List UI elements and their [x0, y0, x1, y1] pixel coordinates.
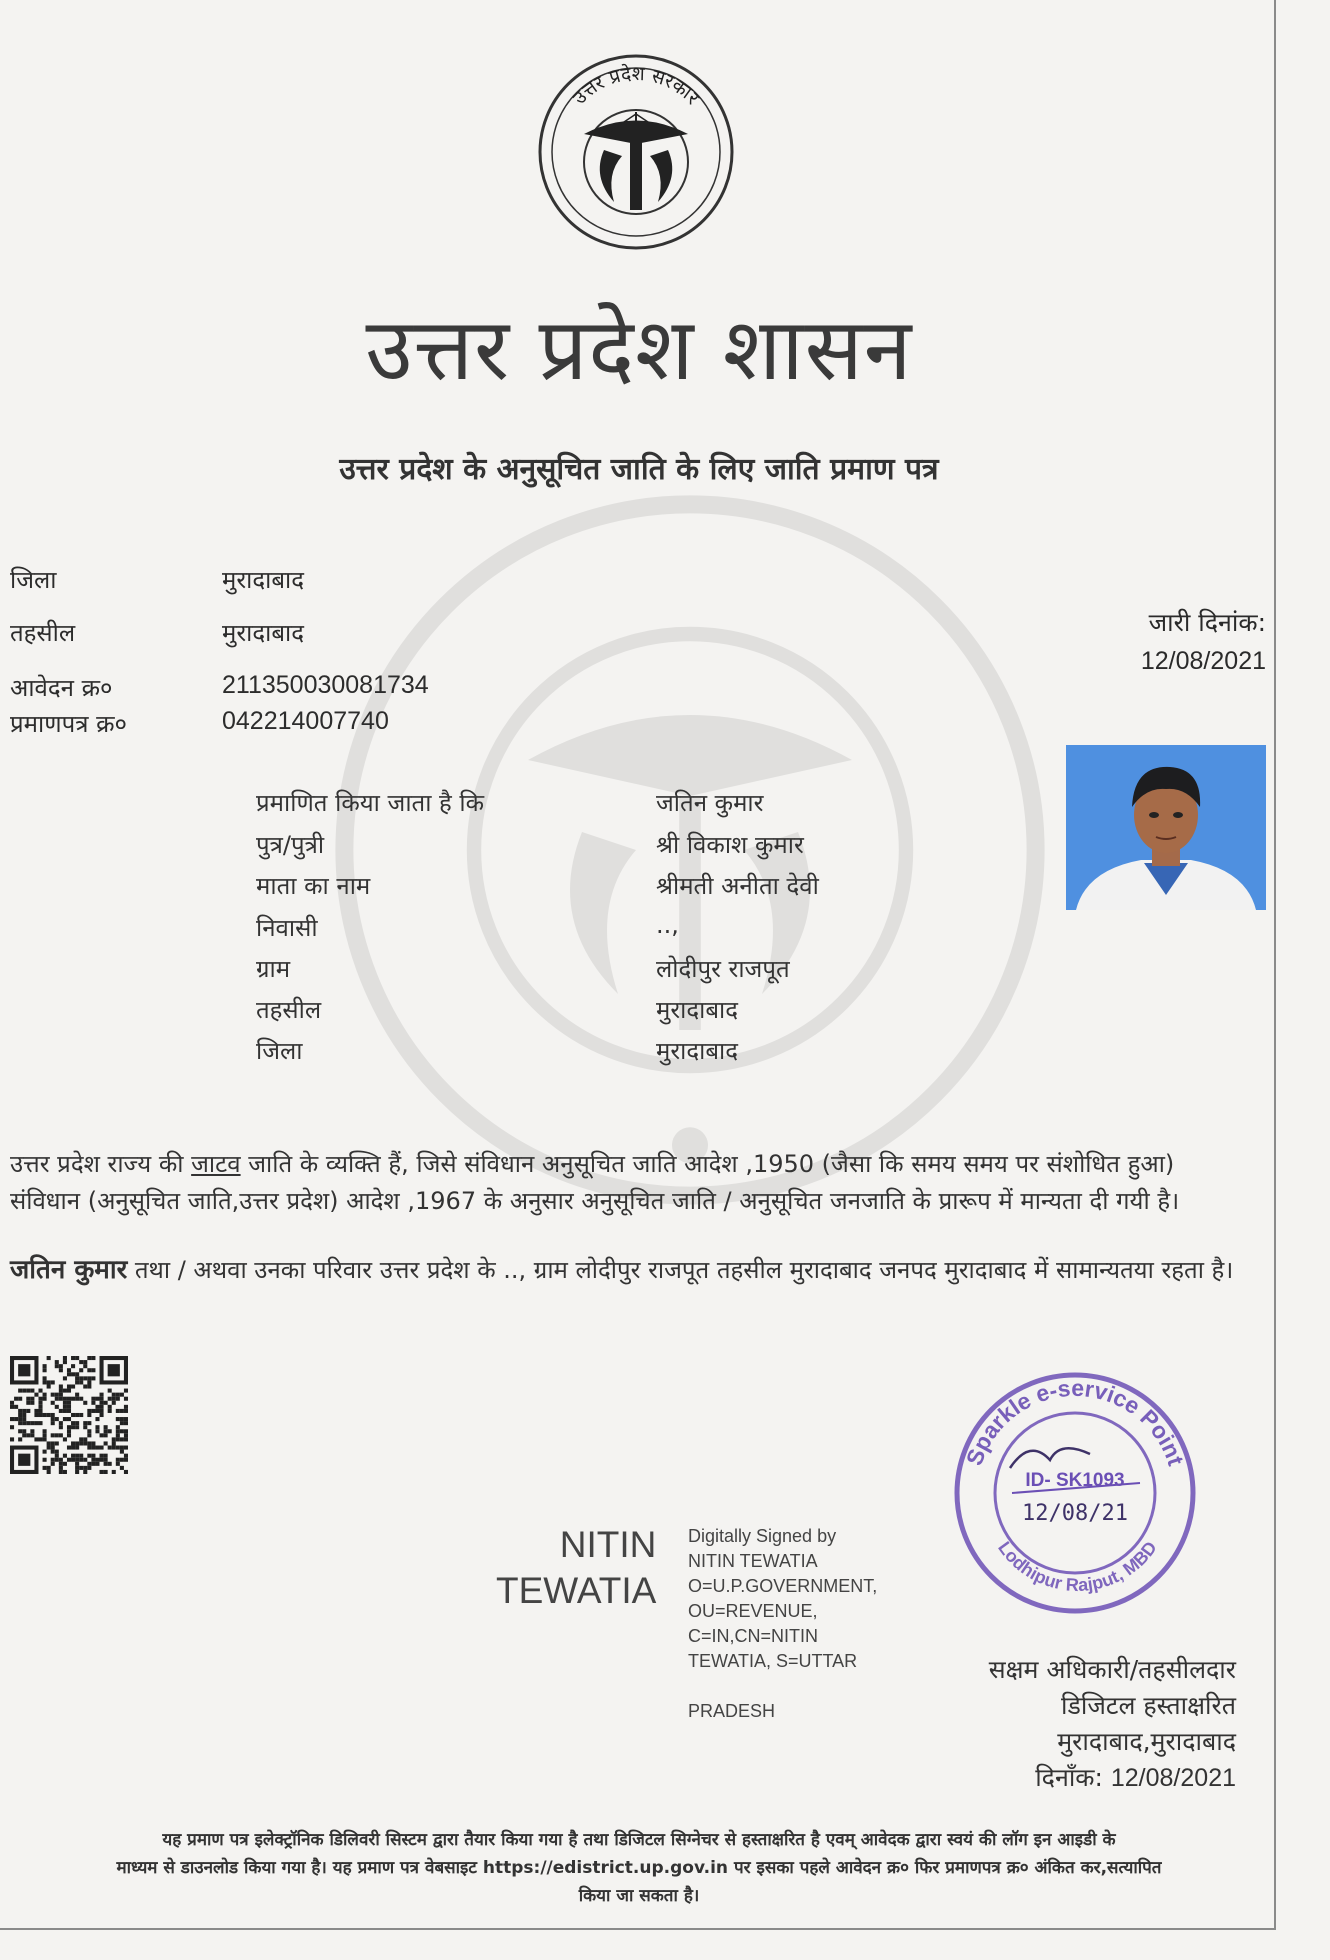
issue-date-value: 12/08/2021	[1140, 647, 1266, 675]
certificate-subtitle: उत्तर प्रदेश के अनुसूचित जाति के लिए जाति प्रमाण पत्र	[339, 452, 939, 487]
digital-sign-line: Digitally Signed by	[688, 1526, 837, 1546]
person-photo-icon	[1066, 745, 1266, 910]
digital-sign-line: TEWATIA, S=UTTAR	[688, 1651, 858, 1671]
page-title: उत्तर प्रदेश शासन	[365, 300, 913, 400]
footer-line: किया जा सकता है।	[578, 1886, 700, 1906]
certificate-number-label: प्रमाणपत्र क्र०	[10, 710, 127, 738]
caste-name: जाटव	[191, 1150, 241, 1178]
issue-date-block	[1141, 604, 1266, 680]
stamp-date-handwritten: 12/08/21	[1022, 1501, 1128, 1526]
stamp-ring-text: Sparkle e-service Point	[960, 1374, 1190, 1469]
district-value: मुरादाबाद	[222, 566, 305, 594]
detail-label: पुत्र/पुत्री	[256, 831, 325, 859]
para-text: उत्तर प्रदेश राज्य की	[10, 1150, 192, 1178]
detail-label: निवासी	[256, 914, 318, 942]
officer-digital-signed: डिजिटल हस्ताक्षरित	[1061, 1691, 1236, 1720]
detail-value: लोदीपुर राजपूत	[656, 955, 790, 983]
detail-value: श्री विकाश कुमार	[656, 831, 804, 859]
detail-value: ..,	[656, 911, 679, 939]
application-number-value: 211350030081734	[222, 671, 429, 699]
tehsil-label: तहसील	[10, 619, 76, 647]
footer-note	[20, 1826, 1258, 1910]
up-government-emblem-icon	[536, 52, 736, 252]
caste-declaration-paragraph	[10, 1146, 1250, 1220]
detail-value: जतिन कुमार	[656, 789, 764, 817]
detail-label: माता का नाम	[256, 872, 371, 900]
certificate-number-value: 042214007740	[222, 707, 389, 735]
service-point-stamp-icon	[950, 1368, 1200, 1618]
stamp-bottom-text: Lodhipur Rajput, MBD	[994, 1537, 1161, 1596]
qr-code-icon[interactable]	[10, 1356, 128, 1474]
officer-designation: सक्षम अधिकारी/तहसीलदार	[988, 1655, 1236, 1684]
tehsil-value: मुरादाबाद	[222, 619, 305, 647]
digital-sign-line: OU=REVENUE,	[688, 1601, 818, 1621]
stamp-id-text: ID- SK1093	[1025, 1470, 1125, 1491]
officer-date-label: दिनाँक:	[1035, 1763, 1111, 1792]
footer-line: माध्यम से डाउनलोड किया गया है। यह प्रमाण पत्र वेबसाइट https://edistrict.up.gov.in पर इसका पहले आवेदन क्र० फिर प्रमाणपत्र क्र० अंकित कर,सत्यापित	[116, 1858, 1162, 1878]
digital-sign-line: NITIN TEWATIA	[688, 1551, 818, 1571]
detail-label: ग्राम	[256, 955, 291, 983]
detail-value: मुरादाबाद	[656, 1037, 739, 1065]
applicant-photo	[1066, 745, 1266, 910]
para-text: तथा / अथवा उनका परिवार उत्तर प्रदेश के .., ग्राम लोदीपुर राजपूत तहसील मुरादाबाद जनपद मुरादाबाद में सामान्यतया रहता है।	[127, 1256, 1234, 1284]
para-text: जाति के व्यक्ति हैं, जिसे संविधान अनुसूचित जाति आदेश ,1950 (जैसा कि समय समय पर संशोधित हुआ) संविधान (अनुसूचित जाति,उत्तर प्रदेश) आदेश ,1967 के अनुसार अनुसूचित जाति / अनुसूचित जनजाति के प्रारूप में मान्यता दी गयी है।	[10, 1150, 1180, 1215]
officer-date-value: 12/08/2021	[1110, 1764, 1236, 1792]
digital-sign-line	[688, 1674, 877, 1699]
applicant-name-bold: जतिन कुमार	[10, 1255, 128, 1285]
digital-signature-info	[688, 1524, 877, 1724]
officer-date	[989, 1760, 1236, 1796]
officer-block	[989, 1652, 1236, 1796]
digital-sign-line: PRADESH	[688, 1701, 776, 1721]
emblem-ring-text: उत्तर प्रदेश सरकार	[568, 62, 704, 109]
detail-value: श्रीमती अनीता देवी	[656, 872, 819, 900]
district-label: जिला	[10, 566, 57, 594]
svg-text:Sparkle e-service Point	[961, 1375, 1190, 1469]
application-number-label: आवेदन क्र०	[10, 674, 113, 702]
officer-location: मुरादाबाद,मुरादाबाद	[1057, 1727, 1236, 1756]
detail-value: मुरादाबाद	[656, 996, 739, 1024]
digital-sign-line: C=IN,CN=NITIN	[688, 1626, 819, 1646]
footer-line: यह प्रमाण पत्र इलेक्ट्रॉनिक डिलिवरी सिस्टम द्वारा तैयार किया गया है तथा डिजिटल सिग्नेचर से हस्ताक्षरित है एवम् आवेदक द्वारा स्वयं की लॉग इन आइडी के	[162, 1830, 1116, 1850]
detail-label: तहसील	[256, 996, 322, 1024]
detail-label: जिला	[256, 1037, 303, 1065]
page-border-bottom	[0, 1928, 1276, 1930]
signer-name-line1: NITIN	[559, 1524, 657, 1565]
signer-name	[496, 1522, 656, 1614]
signer-name-line2: TEWATIA	[496, 1570, 657, 1611]
residence-paragraph	[10, 1252, 1250, 1289]
digital-sign-line: O=U.P.GOVERNMENT,	[688, 1576, 878, 1596]
detail-label: प्रमाणित किया जाता है कि	[256, 789, 485, 817]
issue-date-label: जारी दिनांक:	[1148, 608, 1266, 637]
